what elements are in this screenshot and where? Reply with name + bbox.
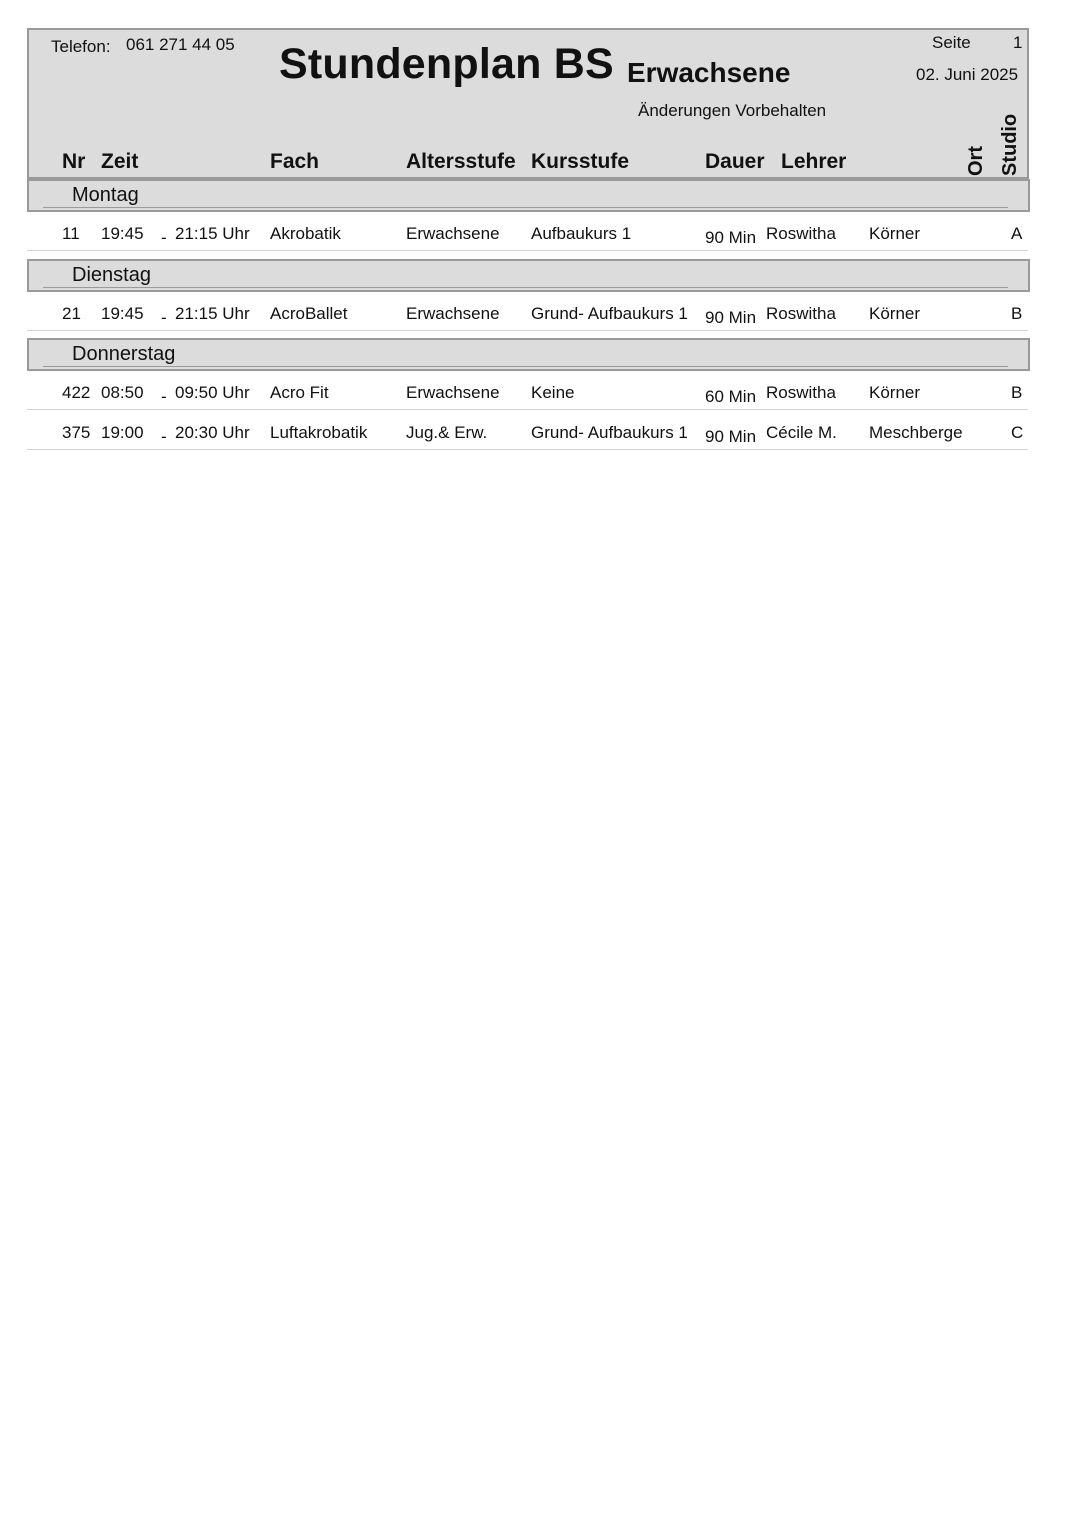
cell-time-separator: - <box>161 228 167 247</box>
phone-value: 061 271 44 05 <box>126 35 235 54</box>
page-subtitle: Erwachsene <box>627 57 791 88</box>
cell-lehrer-nachname: Körner <box>869 383 921 402</box>
column-header-studio: Studio <box>999 113 1021 176</box>
cell-start-time: 19:45 <box>101 304 144 323</box>
cell-fach: Acro Fit <box>270 383 329 402</box>
cell-end-time: 09:50 Uhr <box>175 383 250 402</box>
cell-nr: 375 <box>62 423 91 442</box>
cell-start-time: 19:45 <box>101 224 144 243</box>
cell-time-separator: - <box>161 308 167 327</box>
cell-dauer: 90 Min <box>705 308 757 327</box>
cell-dauer: 90 Min <box>705 228 757 247</box>
cell-start-time: 08:50 <box>101 383 144 402</box>
cell-lehrer-vorname: Roswitha <box>766 224 836 243</box>
cell-fach: AcroBallet <box>270 304 348 323</box>
cell-altersstufe: Jug.& Erw. <box>406 423 488 442</box>
cell-start-time: 19:00 <box>101 423 144 442</box>
schedule-date: 02. Juni 2025 <box>916 65 1019 84</box>
cell-altersstufe: Erwachsene <box>406 224 500 243</box>
day-label: Dienstag <box>72 264 151 286</box>
cell-nr: 21 <box>62 304 81 323</box>
day-label: Donnerstag <box>72 343 176 365</box>
cell-end-time: 21:15 Uhr <box>175 304 250 323</box>
cell-altersstufe: Erwachsene <box>406 383 500 402</box>
cell-lehrer-nachname: Körner <box>869 304 921 323</box>
day-band-donnerstag <box>27 338 1030 371</box>
cell-kursstufe: Grund- Aufbaukurs 1 <box>531 423 688 442</box>
cell-nr: 11 <box>62 224 80 243</box>
cell-time-separator: - <box>161 427 167 446</box>
cell-fach: Luftakrobatik <box>270 423 368 442</box>
cell-altersstufe: Erwachsene <box>406 304 500 323</box>
row-divider <box>27 330 1028 331</box>
disclaimer-note: Änderungen Vorbehalten <box>638 101 827 120</box>
cell-studio: B <box>1011 383 1023 402</box>
cell-time-separator: - <box>161 387 167 406</box>
cell-kursstufe: Keine <box>531 383 575 402</box>
column-header-altersstufe: Altersstufe <box>406 150 516 173</box>
cell-kursstufe: Grund- Aufbaukurs 1 <box>531 304 688 323</box>
cell-lehrer-vorname: Cécile M. <box>766 423 837 442</box>
cell-fach: Akrobatik <box>270 224 341 243</box>
phone-tab-edge <box>47 26 277 28</box>
cell-studio: B <box>1011 304 1023 323</box>
row-divider <box>27 250 1028 251</box>
column-header-zeit: Zeit <box>101 150 139 173</box>
cell-lehrer-vorname: Roswitha <box>766 383 836 402</box>
cell-dauer: 60 Min <box>705 387 757 406</box>
column-header-nr: Nr <box>62 150 86 173</box>
column-header-ort: Ort <box>965 146 987 176</box>
cell-nr: 422 <box>62 383 91 402</box>
phone-label: Telefon: <box>51 37 111 56</box>
day-band-underline <box>43 366 1008 367</box>
column-header-lehrer: Lehrer <box>781 150 847 173</box>
cell-lehrer-nachname: Körner <box>869 224 921 243</box>
column-header-dauer: Dauer <box>705 150 765 173</box>
cell-lehrer-vorname: Roswitha <box>766 304 836 323</box>
page-label: Seite <box>932 33 971 52</box>
day-band-dienstag <box>27 259 1030 292</box>
day-band-underline <box>43 287 1008 288</box>
cell-dauer: 90 Min <box>705 427 757 446</box>
cell-end-time: 21:15 Uhr <box>175 224 250 243</box>
row-divider <box>27 409 1028 410</box>
cell-end-time: 20:30 Uhr <box>175 423 250 442</box>
row-divider <box>27 449 1028 450</box>
column-header-kursstufe: Kursstufe <box>531 150 630 173</box>
day-label: Montag <box>72 184 139 206</box>
page-title: Stundenplan BS <box>279 40 614 88</box>
cell-studio: C <box>1011 423 1024 442</box>
column-header-fach: Fach <box>270 150 320 173</box>
cell-studio: A <box>1011 224 1023 243</box>
day-band-montag <box>27 179 1030 212</box>
day-band-underline <box>43 207 1008 208</box>
page-number: 1 <box>1013 33 1023 52</box>
cell-lehrer-nachname: Meschberge <box>869 423 963 442</box>
cell-kursstufe: Aufbaukurs 1 <box>531 224 632 243</box>
